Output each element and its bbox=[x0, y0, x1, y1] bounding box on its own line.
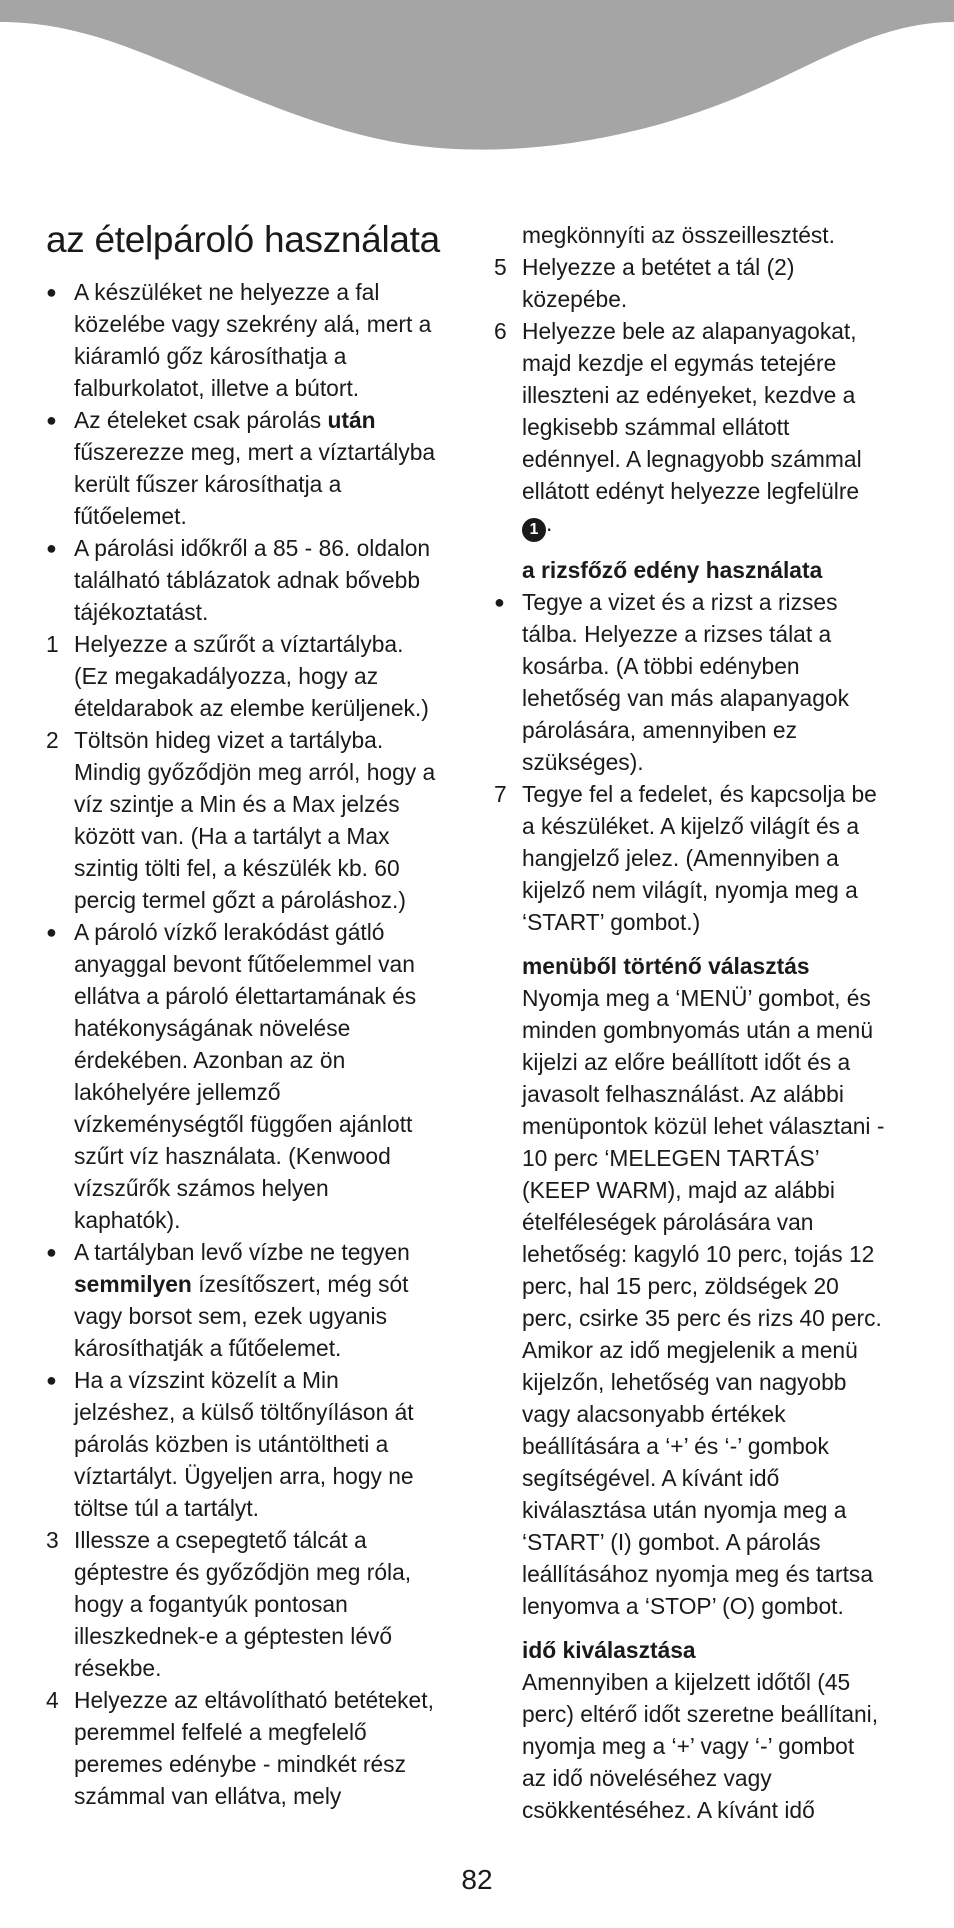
text-line: Amennyiben a kijelzett időtől (45 bbox=[522, 1669, 851, 1695]
item-number: 2 bbox=[46, 727, 59, 753]
text-line: szükséges). bbox=[522, 749, 644, 775]
text-line: kijelzőn, lehetőség van nagyobb bbox=[522, 1369, 847, 1395]
numbered-item bbox=[494, 778, 914, 938]
bullet-item bbox=[46, 276, 464, 404]
text-line: vízszűrők számos helyen bbox=[74, 1175, 329, 1201]
text-line: perc, hal 15 perc, zöldségek 20 bbox=[522, 1273, 839, 1299]
bullet-item bbox=[46, 532, 464, 628]
text-line: hangjelző jelez. (Amennyiben a bbox=[522, 845, 839, 871]
emphasis: semmilyen bbox=[74, 1271, 192, 1297]
text-line: ételdarabok az elembe kerüljenek.) bbox=[74, 695, 429, 721]
text-line: perc, csirke 35 perc és rizs 40 perc. bbox=[522, 1305, 882, 1331]
emphasis: után bbox=[327, 407, 376, 433]
item-number: 4 bbox=[46, 1687, 59, 1713]
text-line: között van. (Ha a tartályt a Max bbox=[74, 823, 390, 849]
text-line: percig termel gőzt a pároláshoz.) bbox=[74, 887, 406, 913]
text-line: A tartályban levő vízbe ne tegyen bbox=[74, 1239, 410, 1265]
section-heading-rice: a rizsfőző edény használata bbox=[522, 557, 823, 583]
left-column bbox=[46, 216, 464, 1812]
numbered-item bbox=[494, 315, 914, 542]
text-line: Helyezze az eltávolítható betéteket, bbox=[74, 1687, 434, 1713]
text-line: kosárba. (A többi edényben bbox=[522, 653, 800, 679]
text-line: A készüléket ne helyezze a fal bbox=[74, 279, 380, 305]
numbered-item bbox=[46, 1524, 464, 1684]
bullet-item bbox=[46, 916, 464, 1236]
bullet-item bbox=[46, 1364, 464, 1524]
text-line: ‘START’ (I) gombot. A párolás bbox=[522, 1529, 821, 1555]
bullet-marker: ● bbox=[46, 1370, 57, 1390]
text-line: víz szintje a Min és a Max jelzés bbox=[74, 791, 400, 817]
text-line: nyomja meg a ‘+’ vagy ‘-’ gombot bbox=[522, 1733, 855, 1759]
text-line: Nyomja meg a ‘MENÜ’ gombot, és bbox=[522, 985, 871, 1011]
text-line: vagy borsot sem, ezek ugyanis bbox=[74, 1303, 387, 1329]
bullet-marker: ● bbox=[46, 410, 57, 430]
text-line: fűszerezze meg, mert a víztartályba bbox=[74, 439, 436, 465]
numbered-item bbox=[46, 628, 464, 724]
item-number: 5 bbox=[494, 254, 507, 280]
numbered-item bbox=[46, 724, 464, 916]
bullet-item bbox=[46, 1236, 464, 1364]
text-line: anyaggal bevont fűtőelemmel van bbox=[74, 951, 415, 977]
bullet-marker: ● bbox=[46, 922, 57, 942]
circled-number-1-icon: 1 bbox=[522, 518, 546, 542]
numbered-item bbox=[46, 1684, 464, 1812]
bullet-marker: ● bbox=[46, 282, 57, 302]
text-line: leállításához nyomja meg és tartsa bbox=[522, 1561, 873, 1587]
text-line: fűtőelemet. bbox=[74, 503, 187, 529]
text-line: segítségével. A kívánt idő bbox=[522, 1465, 780, 1491]
item-number: 1 bbox=[46, 631, 59, 657]
page-number: 82 bbox=[461, 1864, 493, 1895]
text-line: Helyezze a betétet a tál (2) bbox=[522, 254, 795, 280]
continued-text: megkönnyíti az összeillesztést. bbox=[522, 222, 835, 248]
text-line: csökkentéséhez. A kívánt idő bbox=[522, 1797, 815, 1823]
menu-paragraph bbox=[494, 982, 914, 1622]
text-line: tálba. Helyezze a rizses tálat a bbox=[522, 621, 832, 647]
text-line: Helyezze a szűrőt a víztartályba. bbox=[74, 631, 404, 657]
item-number: 3 bbox=[46, 1527, 59, 1553]
text-line: került fűszer károsíthatja a bbox=[74, 471, 342, 497]
text-line: Ha a vízszint közelít a Min bbox=[74, 1367, 339, 1393]
bullet-marker: ● bbox=[46, 538, 57, 558]
text-line: Illessze a csepegtető tálcát a bbox=[74, 1527, 367, 1553]
text-line: Mindig győződjön meg arról, hogy a bbox=[74, 759, 436, 785]
text-line: 10 perc ‘MELEGEN TARTÁS’ bbox=[522, 1145, 820, 1171]
section-heading-menu: menüből történő választás bbox=[522, 953, 810, 979]
text-line: Tegye a vizet és a rizst a rizses bbox=[522, 589, 838, 615]
text-line: töltse túl a tartályt. bbox=[74, 1495, 259, 1521]
text-line: majd kezdje el egymás tetejére bbox=[522, 350, 837, 376]
text-line: illeszkednek-e a géptesten lévő bbox=[74, 1623, 393, 1649]
text-line: hogy a fogantyúk pontosan bbox=[74, 1591, 348, 1617]
text-line: érdekében. Azonban az ön bbox=[74, 1047, 346, 1073]
text-line: kijelzi az előre beállított időt és a bbox=[522, 1049, 851, 1075]
text-line: a készüléket. A kijelző világít és a bbox=[522, 813, 860, 839]
text-line: minden gombnyomás után a menü bbox=[522, 1017, 874, 1043]
text-line: ételféleségek párolására van bbox=[522, 1209, 814, 1235]
item-number: 6 bbox=[494, 318, 507, 344]
text-line: az idő növeléséhez vagy bbox=[522, 1765, 772, 1791]
text-line: javasolt felhasználást. Az alábbi bbox=[522, 1081, 844, 1107]
text-line: vízkeménységtől függően ajánlott bbox=[74, 1111, 413, 1137]
bullet-marker: ● bbox=[494, 592, 505, 612]
text-line: tájékoztatást. bbox=[74, 599, 209, 625]
text-line: kaphatók). bbox=[74, 1207, 181, 1233]
right-column bbox=[494, 219, 914, 1826]
text-line: párolás közben is utántöltheti a bbox=[74, 1431, 389, 1457]
text-line: Tegye fel a fedelet, és kapcsolja be bbox=[522, 781, 877, 807]
bullet-item bbox=[494, 586, 914, 778]
time-paragraph bbox=[494, 1666, 914, 1826]
text-line: lehetőség: kagyló 10 perc, tojás 12 bbox=[522, 1241, 875, 1267]
section-heading-time: idő kiválasztása bbox=[522, 1637, 696, 1663]
text-line: Amikor az idő megjelenik a menü bbox=[522, 1337, 858, 1363]
text-line: lehetőség van más alapanyagok bbox=[522, 685, 849, 711]
text-line: Az ételeket csak párolás bbox=[74, 407, 328, 433]
header-wave bbox=[0, 0, 954, 160]
numbered-item bbox=[494, 251, 914, 315]
text-line: kiáramló gőz károsíthatja a bbox=[74, 343, 347, 369]
text-line: számmal van ellátva, mely bbox=[74, 1783, 342, 1809]
text-line: ellátott edényt helyezze legfelülre bbox=[522, 478, 860, 504]
text-line: található táblázatok adnak bővebb bbox=[74, 567, 421, 593]
text-line: közepébe. bbox=[522, 286, 628, 312]
text-line: víztartályt. Ügyeljen arra, hogy ne bbox=[74, 1463, 414, 1489]
text-line: kijelző nem világít, nyomja meg a bbox=[522, 877, 858, 903]
text-line: illeszteni az edényeket, kezdve a bbox=[522, 382, 856, 408]
text-line: falburkolatot, illetve a bútort. bbox=[74, 375, 360, 401]
text-line: hatékonyságának növelése bbox=[74, 1015, 351, 1041]
page-title: az ételpároló használata bbox=[46, 219, 440, 260]
text-line: edénnyel. A legnagyobb számmal bbox=[522, 446, 862, 472]
text-line: jelzéshez, a külső töltőnyíláson át bbox=[74, 1399, 414, 1425]
text-line: vagy alacsonyabb értékek bbox=[522, 1401, 786, 1427]
text-line: (Ez megakadályozza, hogy az bbox=[74, 663, 379, 689]
text-line: peremmel felfelé a megfelelő bbox=[74, 1719, 367, 1745]
text-line: károsíthatják a fűtőelemet. bbox=[74, 1335, 342, 1361]
text-line: géptestre és győződjön meg róla, bbox=[74, 1559, 412, 1585]
text-line: résekbe. bbox=[74, 1655, 162, 1681]
bullet-marker: ● bbox=[46, 1242, 57, 1262]
text-line: Helyezze bele az alapanyagokat, bbox=[522, 318, 857, 344]
text-line: párolására, amennyiben ez bbox=[522, 717, 797, 743]
text-line: (KEEP WARM), majd az alábbi bbox=[522, 1177, 835, 1203]
text-line: Töltsön hideg vizet a tartályba. bbox=[74, 727, 384, 753]
text-line: ‘START’ gombot.) bbox=[522, 909, 701, 935]
item-number: 7 bbox=[494, 781, 507, 807]
text-line: perc) eltérő időt szeretne beállítani, bbox=[522, 1701, 879, 1727]
text-line: közelébe vagy szekrény alá, mert a bbox=[74, 311, 432, 337]
text-line: lakóhelyére jellemző bbox=[74, 1079, 281, 1105]
text-line: A párolási időkről a 85 - 86. oldalon bbox=[74, 535, 431, 561]
text-line: menüpontok közül lehet választani - bbox=[522, 1113, 885, 1139]
text-line: kiválasztása után nyomja meg a bbox=[522, 1497, 847, 1523]
text-line: . bbox=[546, 510, 553, 536]
text-line: szintig tölti fel, a készülék kb. 60 bbox=[74, 855, 400, 881]
text-line: beállítására a ‘+’ és ‘-’ gombok bbox=[522, 1433, 829, 1459]
text-line: A pároló vízkő lerakódást gátló bbox=[74, 919, 385, 945]
text-line: szűrt víz használata. (Kenwood bbox=[74, 1143, 391, 1169]
text-line: ízesítőszert, még sót bbox=[191, 1271, 409, 1297]
text-line: ellátva a pároló élettartamának és bbox=[74, 983, 417, 1009]
text-line: legkisebb számmal ellátott bbox=[522, 414, 790, 440]
bullet-item bbox=[46, 404, 464, 532]
text-line: peremes edénybe - mindkét rész bbox=[74, 1751, 406, 1777]
text-line: lenyomva a ‘STOP’ (O) gombot. bbox=[522, 1593, 844, 1619]
